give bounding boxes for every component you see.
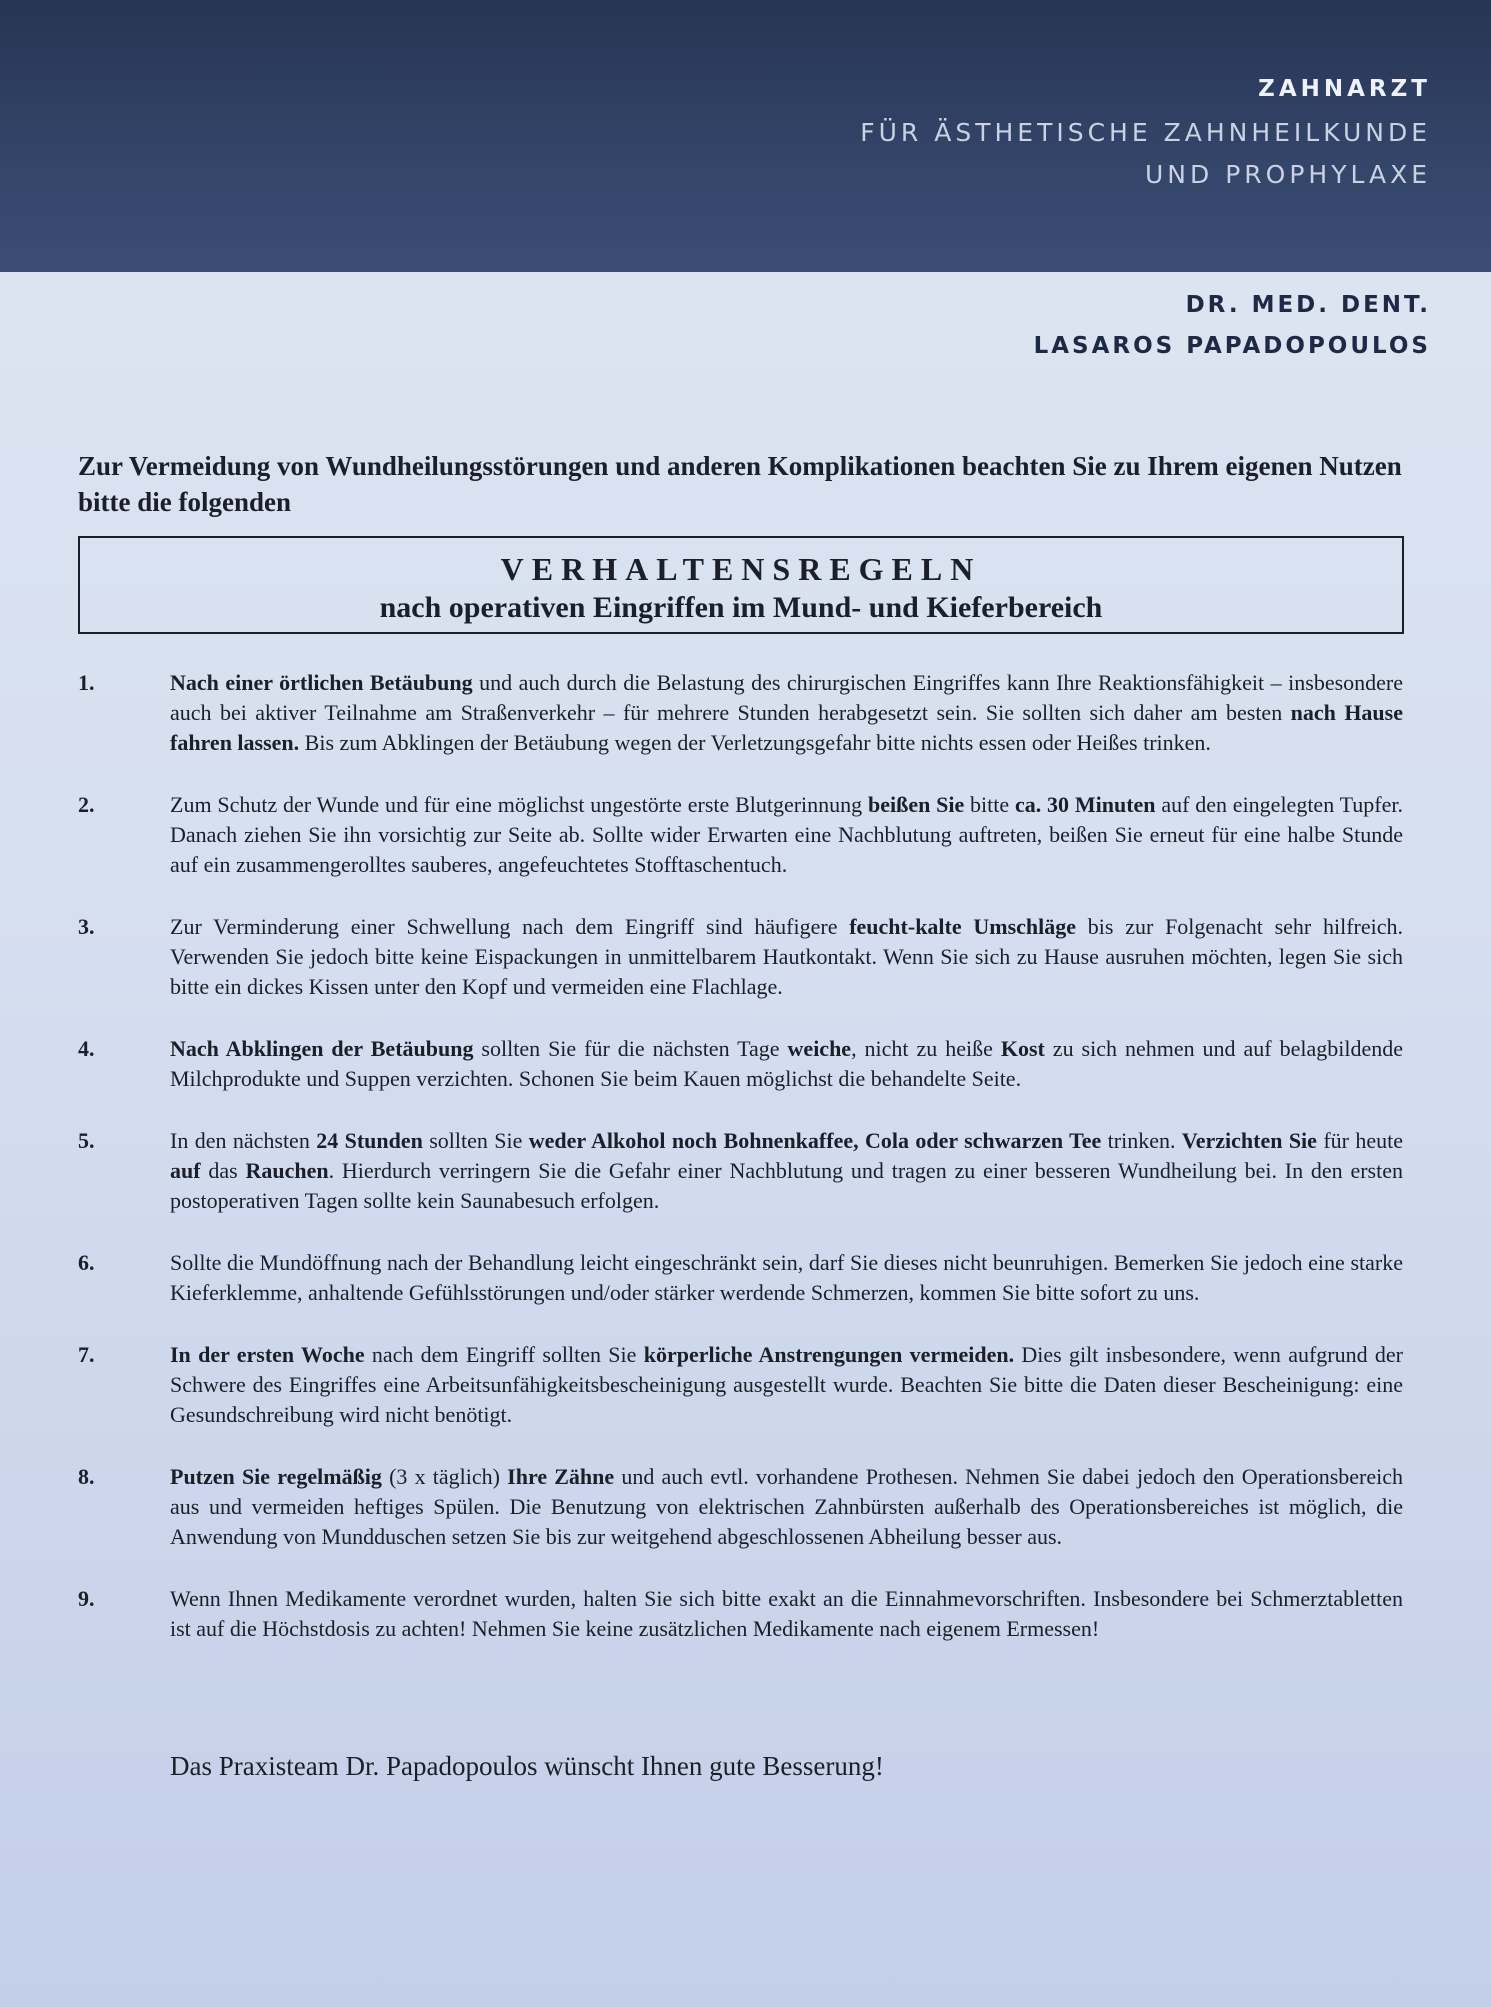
rule-text-segment: . Hierdurch verringern Sie die Gefahr einer Nachblutung und tragen zu einer besseren Wundheilung bei. In den ersten postoperativen Tagen sollte kein Saunabesuch erfolgen. bbox=[170, 1158, 1403, 1213]
rule-number: 2. bbox=[78, 792, 95, 817]
rule-text-segment: feucht-kalte Umschläge bbox=[849, 914, 1077, 939]
rule-text-segment: Dies gilt insbesondere, wenn aufgrund der Schwere des Eingriffes eine Arbeitsunfähigkeitsbescheinigung ausgestellt wurde. Beachten Sie bitte die Daten dieser Bescheinigung: eine Gesundschreibung wird nicht benötigt. bbox=[170, 1342, 1403, 1427]
rule-text-segment: ca. 30 Minuten bbox=[1014, 792, 1156, 817]
rule-item bbox=[78, 1126, 1403, 1216]
rule-number: 1. bbox=[78, 670, 95, 695]
rule-item bbox=[78, 1584, 1403, 1644]
rule-text-segment: sollten Sie bbox=[422, 1128, 529, 1153]
rule-text-segment: Wenn Ihnen Medikamente verordnet wurden, halten Sie sich bitte exakt an die Einnahmevorschriften. Insbesondere bei Schmerztabletten ist auf die Höchstdosis zu achten! Nehmen Sie keine zusätzlichen Medikamente nach eigenem Ermessen! bbox=[170, 1586, 1403, 1641]
title-box bbox=[78, 536, 1404, 634]
rule-text-segment: und auch durch die Belastung des chirurgischen Eingriffes kann Ihre Reaktionsfähigkeit – insbesondere auch bei aktiver Teilnahme am Straßenverkehr – für mehrere Stunden herabgesetzt sein. Sie sollten sich daher am besten bbox=[170, 670, 1404, 725]
doctor-title: DR. MED. DENT. bbox=[1185, 292, 1431, 318]
rule-text bbox=[170, 1248, 1403, 1308]
rules-list bbox=[78, 668, 1403, 1676]
rule-text-segment: beißen Sie bbox=[867, 792, 965, 817]
rule-item bbox=[78, 1034, 1403, 1094]
document-title: VERHALTENSREGELN bbox=[500, 551, 982, 587]
rule-text-segment: nach Hause fahren lassen. bbox=[170, 700, 1403, 755]
rule-text-segment: bis zur Folgenacht sehr hilfreich. Verwenden Sie jedoch bitte keine Eispackungen in unmittelbarem Hautkontakt. Wenn Sie sich zu Hause ausruhen möchten, legen Sie sich bitte ein dickes Kissen unter den Kopf und vermeiden eine Flachlage. bbox=[170, 914, 1403, 999]
rule-text-segment: Zum Schutz der Wunde und für eine möglichst ungestörte erste Blutgerinnung bbox=[170, 792, 868, 817]
rule-text-segment: (3 x täglich) bbox=[381, 1464, 508, 1489]
rule-number: 3. bbox=[78, 914, 95, 939]
rule-text-segment: das bbox=[200, 1158, 246, 1183]
rule-text-segment: weiche bbox=[787, 1036, 852, 1061]
rule-number: 6. bbox=[78, 1250, 95, 1275]
rule-text-segment: zu sich nehmen und auf belagbildende Milchprodukte und Suppen verzichten. Schonen Sie beim Kauen möglichst die behandelte Seite. bbox=[170, 1036, 1403, 1091]
rule-text-segment: Verzichten Sie bbox=[1181, 1128, 1317, 1153]
rule-number: 8. bbox=[78, 1464, 95, 1489]
rule-number: 7. bbox=[78, 1342, 95, 1367]
rule-item bbox=[78, 912, 1403, 1002]
rule-text-segment: Bis zum Abklingen der Betäubung wegen der Verletzungsgefahr bitte nichts essen oder Heißes trinken. bbox=[299, 730, 1211, 755]
header-line-dentist: ZAHNARZT bbox=[1258, 76, 1431, 102]
rule-text-segment: , nicht zu heiße bbox=[851, 1036, 1001, 1061]
document-subtitle: nach operativen Eingriffen im Mund- und Kieferbereich bbox=[379, 591, 1103, 624]
intro-text: Zur Vermeidung von Wundheilungsstörungen und anderen Komplikationen beachten Sie zu Ihrem eigenen Nutzen bitte die folgenden bbox=[78, 451, 1402, 517]
rule-text bbox=[170, 1034, 1403, 1094]
rule-text-segment: Rauchen bbox=[245, 1158, 329, 1183]
rule-text-segment: Nach Abklingen der Betäubung bbox=[170, 1036, 474, 1061]
rule-text-segment: Zur Verminderung einer Schwellung nach dem Eingriff sind häufigere bbox=[170, 914, 850, 939]
rule-text-segment: auf den eingelegten Tupfer. Danach ziehen Sie ihn vorsichtig zur Seite ab. Sollte wider Erwarten eine Nachblutung auftreten, beißen Sie erneut für eine halbe Stunde auf ein zusammengerolltes sauberes, angefeuchtetes Stofftaschentuch. bbox=[170, 792, 1403, 877]
rule-text bbox=[170, 1584, 1403, 1644]
rule-text bbox=[170, 668, 1403, 758]
rule-text-segment: Ihre Zähne bbox=[507, 1464, 615, 1489]
rule-text-segment: 24 Stunden bbox=[316, 1128, 423, 1153]
letterhead-band bbox=[0, 0, 1491, 272]
rule-text-segment: Sollte die Mundöffnung nach der Behandlung leicht eingeschränkt sein, darf Sie dieses nicht beunruhigen. Bemerken Sie jedoch eine starke Kieferklemme, anhaltende Gefühlsstörungen und/oder stärker werdende Schmerzen, kommen Sie bitte sofort zu uns. bbox=[170, 1250, 1403, 1305]
rule-text bbox=[170, 790, 1403, 880]
rule-text-segment: körperliche Anstrengungen vermeiden. bbox=[643, 1342, 1015, 1367]
rule-text-segment: und auch evtl. vorhandene Prothesen. Nehmen Sie dabei jedoch den Operationsbereich aus und vermeiden heftiges Spülen. Die Benutzung von elektrischen Zahnbürsten außerhalb des Operationsbereiches ist möglich, die Anwendung von Mundduschen setzen Sie bis zur weitgehend abgeschlossenen Abheilung besser aus. bbox=[170, 1464, 1403, 1549]
rule-text-segment: In der ersten Woche bbox=[170, 1342, 365, 1367]
rule-text-segment: In den nächsten bbox=[170, 1128, 317, 1153]
rule-item bbox=[78, 790, 1403, 880]
closing-wish: Das Praxisteam Dr. Papadopoulos wünscht Ihnen gute Besserung! bbox=[170, 1751, 884, 1781]
rule-text-segment: für heute bbox=[1316, 1128, 1403, 1153]
rule-item bbox=[78, 668, 1403, 758]
rule-text-segment: Nach einer örtlichen Betäubung bbox=[170, 670, 473, 695]
rule-text-segment: trinken. bbox=[1101, 1128, 1182, 1153]
rule-text-segment: weder Alkohol noch Bohnenkaffee, Cola oder schwarzen Tee bbox=[528, 1128, 1102, 1153]
rule-number: 4. bbox=[78, 1036, 95, 1061]
rule-text-segment: Kost bbox=[1000, 1036, 1045, 1061]
rule-text bbox=[170, 1126, 1403, 1216]
doctor-name: LASAROS PAPADOPOULOS bbox=[1033, 333, 1431, 359]
rule-number: 9. bbox=[78, 1586, 95, 1611]
rule-text bbox=[170, 1462, 1403, 1552]
rule-text-segment: auf bbox=[170, 1158, 201, 1183]
header-line-specialty: FÜR ÄSTHETISCHE ZAHNHEILKUNDE bbox=[860, 118, 1431, 147]
rule-number: 5. bbox=[78, 1128, 95, 1153]
rule-text-segment: nach dem Eingriff sollten Sie bbox=[364, 1342, 644, 1367]
rule-text bbox=[170, 1340, 1403, 1430]
rule-item bbox=[78, 1248, 1403, 1308]
rule-text-segment: bitte bbox=[964, 792, 1015, 817]
rule-text bbox=[170, 912, 1403, 1002]
rule-item bbox=[78, 1340, 1403, 1430]
rule-item bbox=[78, 1462, 1403, 1552]
header-line-prophylaxis: UND PROPHYLAXE bbox=[1145, 160, 1431, 189]
rule-text-segment: sollten Sie für die nächsten Tage bbox=[473, 1036, 788, 1061]
rule-text-segment: Putzen Sie regelmäßig bbox=[170, 1464, 382, 1489]
